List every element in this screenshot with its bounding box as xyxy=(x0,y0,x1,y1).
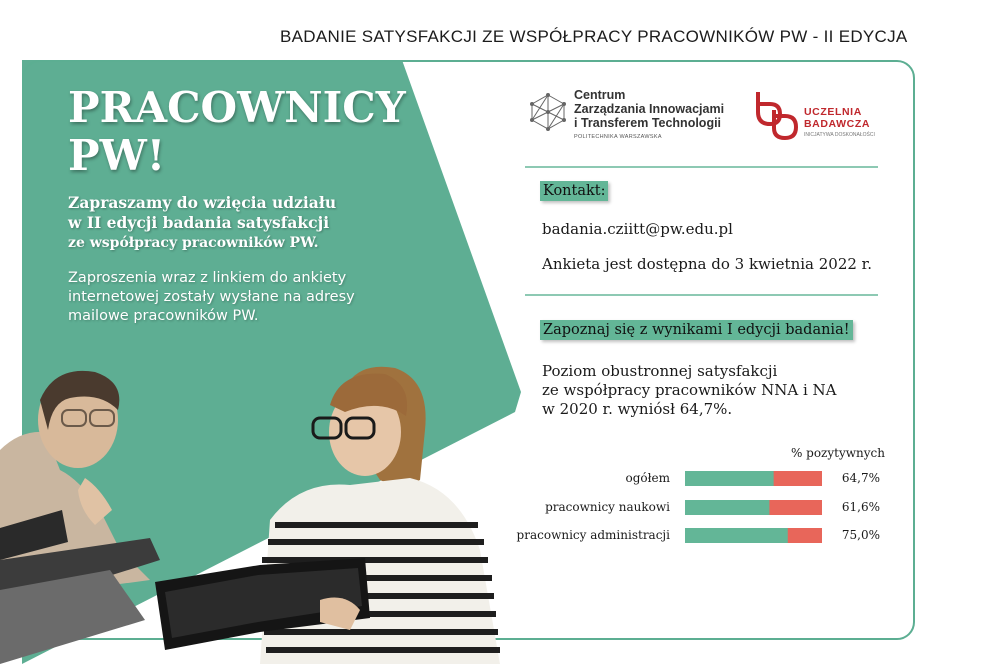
divider-top xyxy=(525,166,878,168)
ub-name-line-2: BADAWCZA xyxy=(804,118,871,130)
ub-subtitle: INICJATYWA DOSKONAŁOŚCI xyxy=(804,132,875,138)
divider-middle xyxy=(525,294,878,296)
cziitt-subtitle: POLITECHNIKA WARSZAWSKA xyxy=(574,134,662,140)
invitation-description: Zaproszenia wraz z linkiem do ankiety internetowej zostały wysłane na adresy mailowe pracowników PW. xyxy=(68,270,355,324)
ub-name xyxy=(804,106,870,130)
ub-emblem-icon xyxy=(752,90,800,140)
chart-value-label: 75,0% xyxy=(841,528,880,542)
statement-line-2: ze współpracy pracowników NNA i NA xyxy=(542,381,837,399)
headline-line-1: PRACOWNICY xyxy=(68,83,406,132)
invitation-line-2: w II edycji badania satysfakcji xyxy=(68,213,330,232)
ub-name-line-1: UCZELNIA xyxy=(804,106,862,118)
network-icon xyxy=(528,92,568,132)
statement-line-1: Poziom obustronnej satysfakcji xyxy=(542,362,778,380)
people-photo-illustration xyxy=(0,360,520,664)
invitation-bold-text xyxy=(68,193,403,253)
satisfaction-statement xyxy=(542,362,837,419)
contact-label: Kontakt: xyxy=(540,181,608,201)
uczelnia-badawcza-logo xyxy=(752,88,882,144)
headline-line-2: PW! xyxy=(68,131,166,180)
cziitt-logo xyxy=(528,88,738,148)
survey-deadline: Ankieta jest dostępna do 3 kwietnia 2022 r. xyxy=(542,255,872,273)
chart-column-header: % pozytywnych xyxy=(790,446,885,460)
chart-value-label: 61,6% xyxy=(841,500,880,514)
cziitt-name-line-3: i Transferem Technologii xyxy=(574,116,722,130)
chart-bar-positive xyxy=(685,500,769,515)
chart-category-label: ogółem xyxy=(625,471,670,485)
chart-bar-positive xyxy=(685,471,774,486)
page-header-title: BADANIE SATYSFAKCJI ZE WSPÓŁPRACY PRACOWNIKÓW PW - II EDYCJA xyxy=(280,27,908,46)
chart-bar-positive xyxy=(685,528,788,543)
chart-value-label: 64,7% xyxy=(841,471,880,485)
cziitt-name xyxy=(574,88,724,130)
contact-email[interactable]: badania.cziitt@pw.edu.pl xyxy=(542,220,733,238)
satisfaction-chart xyxy=(505,442,895,557)
invitation-line-3: ze współpracy pracowników PW. xyxy=(68,235,319,251)
cziitt-name-line-1: Centrum xyxy=(574,88,626,102)
chart-category-label: pracownicy naukowi xyxy=(545,500,670,514)
invitation-line-1: Zapraszamy do wzięcia udziału xyxy=(68,193,337,212)
cziitt-name-line-2: Zarządzania Innowacjami xyxy=(574,102,725,116)
statement-line-3: w 2020 r. wyniósł 64,7%. xyxy=(542,400,733,418)
headline xyxy=(68,84,408,180)
results-label: Zapoznaj się z wynikami I edycji badania! xyxy=(540,320,853,340)
chart-category-label: pracownicy administracji xyxy=(516,528,670,542)
